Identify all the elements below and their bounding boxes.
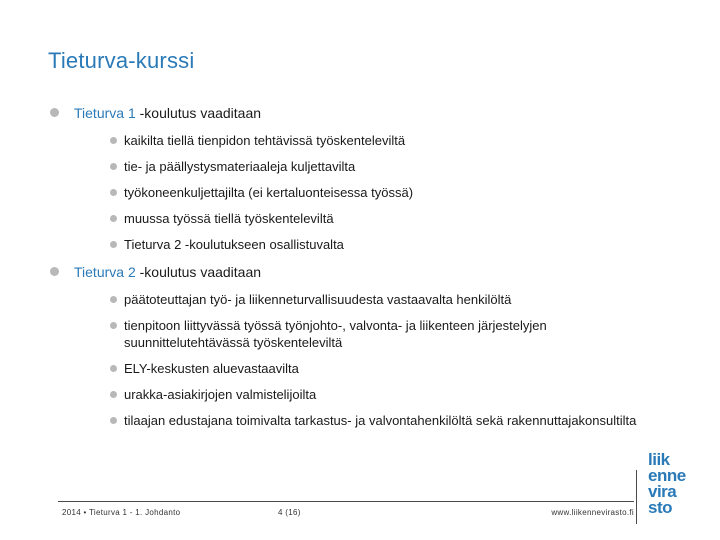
section-heading: Tieturva 1 -koulutus vaaditaan <box>74 105 262 121</box>
list-item: tilaajan edustajana toimivalta tarkastus- ja valvontahenkilöltä sekä rakennuttajakonsultilta <box>98 412 650 429</box>
bullet-icon <box>110 137 117 144</box>
section-heading: Tieturva 2 -koulutus vaaditaan <box>74 264 262 280</box>
section-tieturva-2 <box>50 263 650 429</box>
bullet-icon <box>50 108 59 117</box>
section-tieturva-1 <box>50 104 650 253</box>
list-item: ELY-keskusten aluevastaavilta <box>98 360 650 377</box>
bullet-icon <box>50 267 59 276</box>
footer-divider <box>58 501 634 502</box>
slide-content <box>50 104 650 439</box>
section-item-list <box>74 291 650 429</box>
bullet-icon <box>110 365 117 372</box>
list-item: muussa työssä tiellä työskenteleviltä <box>98 210 650 227</box>
bullet-icon <box>110 241 117 248</box>
list-item: päätoteuttajan työ- ja liikenneturvallisuudesta vastaavalta henkilöltä <box>98 291 650 308</box>
footer-course-label: 2014 • Tieturva 1 - 1. Johdanto <box>62 508 181 517</box>
list-item: tienpitoon liittyvässä työssä työnjohto-, valvonta- ja liikenteen järjestelyjen suunnittelutehtävässä työskenteleviltä <box>98 317 650 351</box>
list-item: urakka-asiakirjojen valmistelijoilta <box>98 386 650 403</box>
slide-footer <box>48 498 638 526</box>
liikennevirasto-logo: liik enne vira sto <box>648 450 686 517</box>
list-item: tie- ja päällystysmateriaaleja kuljettavilta <box>98 158 650 175</box>
bullet-icon <box>110 391 117 398</box>
list-item: työkoneenkuljettajilta (ei kertaluonteisessa työssä) <box>98 184 650 201</box>
bullet-icon <box>110 296 117 303</box>
bullet-icon <box>110 163 117 170</box>
footer-url: www.liikennevirasto.fi <box>551 508 634 517</box>
slide-title: Tieturva-kurssi <box>48 48 195 73</box>
bullet-icon <box>110 189 117 196</box>
bullet-icon <box>110 215 117 222</box>
bullet-icon <box>110 322 117 329</box>
list-item: kaikilta tiellä tienpidon tehtävissä työskenteleviltä <box>98 132 650 149</box>
section-item-list <box>74 132 650 253</box>
logo-divider <box>636 470 637 524</box>
footer-page-number: 4 (16) <box>278 508 301 517</box>
list-item: Tieturva 2 -koulutukseen osallistuvalta <box>98 236 650 253</box>
bullet-icon <box>110 417 117 424</box>
